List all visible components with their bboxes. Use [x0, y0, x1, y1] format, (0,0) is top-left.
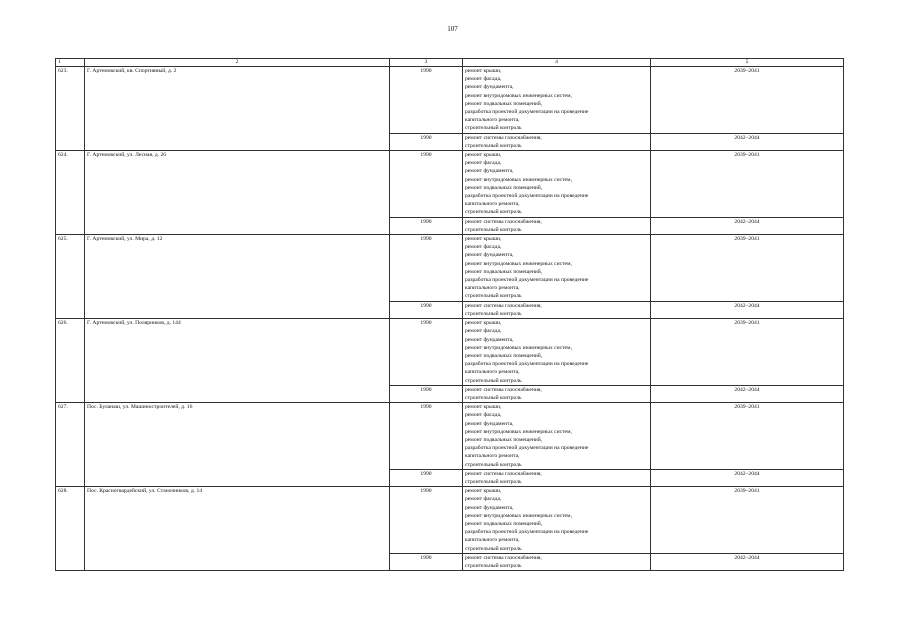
work-line: строительный контроль: [465, 293, 522, 300]
table-row: [56, 67, 844, 134]
work-line: ремонт подвальных помещений,: [465, 436, 543, 443]
table-row: [56, 403, 844, 470]
work-line: ремонт фасада,: [465, 412, 502, 419]
period-cell: 2042–2044: [651, 385, 844, 402]
works-cell: [463, 133, 651, 150]
address-cell: Пос. Красногвардейский, ул. Станочников, д. 14: [85, 487, 390, 571]
work-line: ремонт внутридомовых инженерных систем,: [465, 92, 572, 99]
address-cell: Г. Артемовский, ул. Мира, д. 12: [85, 235, 390, 319]
work-line: ремонт фасада,: [465, 76, 502, 83]
page-number: 107: [447, 25, 458, 33]
work-line: ремонт системы газоснабжения,: [465, 218, 542, 225]
work-line: ремонт подвальных помещений,: [465, 520, 543, 527]
work-line: ремонт системы газоснабжения,: [465, 134, 542, 141]
row-number: 627.: [56, 403, 85, 487]
address-cell: Пос. Буланаш, ул. Машиностроителей, д. 16: [85, 403, 390, 487]
work-line: ремонт внутридомовых инженерных систем,: [465, 428, 572, 435]
works-cell: [463, 553, 651, 570]
work-line: ремонт внутридомовых инженерных систем,: [465, 344, 572, 351]
year-cell: 1990: [390, 487, 463, 554]
period-cell: 2042–2044: [651, 133, 844, 150]
work-line: ремонт крыши,: [465, 68, 502, 74]
work-line: ремонт фундамента,: [465, 84, 514, 91]
works-cell: [463, 319, 651, 386]
work-line: разработка проектной документации на проведение: [465, 529, 589, 536]
table-row: [56, 235, 844, 302]
year-cell: 1990: [390, 319, 463, 386]
period-cell: 2039–2041: [651, 67, 844, 134]
year-cell: 1990: [390, 67, 463, 134]
year-cell: 1990: [390, 151, 463, 218]
period-cell: 2039–2041: [651, 235, 844, 302]
column-header: 4: [463, 59, 651, 67]
column-number-row: [56, 59, 844, 67]
work-line: строительный контроль: [465, 125, 522, 132]
column-header: 3: [390, 59, 463, 67]
work-line: капитального ремонта,: [465, 117, 520, 124]
work-line: ремонт фасада,: [465, 328, 502, 335]
work-line: ремонт фундамента,: [465, 420, 514, 427]
column-header: 2: [85, 59, 390, 67]
work-line: строительный контроль: [465, 394, 522, 401]
work-line: ремонт крыши,: [465, 488, 502, 495]
year-cell: 1990: [390, 133, 463, 150]
work-line: строительный контроль: [465, 310, 522, 317]
work-line: ремонт внутридомовых инженерных систем,: [465, 512, 572, 519]
table-row: [56, 151, 844, 218]
period-cell: 2042–2044: [651, 553, 844, 570]
row-number: 626.: [56, 319, 85, 403]
work-line: капитального ремонта,: [465, 201, 520, 208]
period-cell: 2039–2041: [651, 487, 844, 554]
work-line: строительный контроль: [465, 545, 522, 552]
address-cell: Г. Артемовский, ул. Полярников, д. 144: [85, 319, 390, 403]
work-line: ремонт крыши,: [465, 404, 502, 411]
work-line: ремонт системы газоснабжения,: [465, 554, 542, 561]
work-line: ремонт фундамента,: [465, 336, 514, 343]
works-cell: [463, 151, 651, 218]
work-line: ремонт фасада,: [465, 496, 502, 503]
period-cell: 2039–2041: [651, 403, 844, 470]
period-cell: 2042–2044: [651, 301, 844, 318]
address-cell: Г. Артемовский, ул. Лесная, д. 26: [85, 151, 390, 235]
works-cell: [463, 403, 651, 470]
works-cell: [463, 235, 651, 302]
work-line: строительный контроль: [465, 142, 522, 149]
works-cell: [463, 487, 651, 554]
work-line: ремонт фундамента,: [465, 252, 514, 259]
work-line: ремонт системы газоснабжения,: [465, 302, 542, 309]
year-cell: 1990: [390, 217, 463, 234]
work-line: ремонт крыши,: [465, 236, 502, 243]
work-line: ремонт внутридомовых инженерных систем,: [465, 260, 572, 267]
work-line: ремонт крыши,: [465, 152, 502, 159]
work-line: строительный контроль: [465, 209, 522, 216]
table-body: [56, 67, 844, 571]
work-line: строительный контроль: [465, 478, 522, 485]
works-cell: [463, 301, 651, 318]
work-line: капитального ремонта,: [465, 285, 520, 292]
work-line: ремонт подвальных помещений,: [465, 352, 543, 359]
work-line: ремонт фундамента,: [465, 504, 514, 511]
work-line: строительный контроль: [465, 226, 522, 233]
work-line: ремонт подвальных помещений,: [465, 184, 543, 191]
year-cell: 1990: [390, 301, 463, 318]
works-cell: [463, 67, 651, 134]
work-line: ремонт внутридомовых инженерных систем,: [465, 176, 572, 183]
repair-schedule-table: [55, 58, 844, 571]
work-line: ремонт подвальных помещений,: [465, 100, 543, 107]
work-line: ремонт фасада,: [465, 160, 502, 167]
column-header: 5: [651, 59, 844, 67]
work-line: строительный контроль: [465, 562, 522, 569]
table-row: [56, 487, 844, 554]
year-cell: 1990: [390, 553, 463, 570]
work-line: строительный контроль: [465, 461, 522, 468]
work-line: разработка проектной документации на проведение: [465, 361, 589, 368]
row-number: 628.: [56, 487, 85, 571]
year-cell: 1990: [390, 385, 463, 402]
row-number: 625.: [56, 235, 85, 319]
work-line: капитального ремонта,: [465, 453, 520, 460]
row-number: 624.: [56, 151, 85, 235]
work-line: ремонт системы газоснабжения,: [465, 470, 542, 477]
period-cell: 2042–2044: [651, 217, 844, 234]
work-line: разработка проектной документации на проведение: [465, 193, 589, 200]
work-line: ремонт подвальных помещений,: [465, 268, 543, 275]
row-number: 623.: [56, 67, 85, 151]
column-header: 1: [56, 59, 85, 67]
table-row: [56, 319, 844, 386]
address-cell: Г. Артемовский, кв. Спортивный, д. 2: [85, 67, 390, 151]
work-line: ремонт фундамента,: [465, 168, 514, 175]
work-line: строительный контроль: [465, 377, 522, 384]
work-line: ремонт системы газоснабжения,: [465, 386, 542, 393]
year-cell: 1990: [390, 235, 463, 302]
work-line: ремонт крыши,: [465, 320, 502, 327]
period-cell: 2039–2041: [651, 151, 844, 218]
period-cell: 2042–2044: [651, 469, 844, 486]
year-cell: 1990: [390, 403, 463, 470]
work-line: ремонт фасада,: [465, 244, 502, 251]
work-line: капитального ремонта,: [465, 369, 520, 376]
works-cell: [463, 217, 651, 234]
work-line: разработка проектной документации на проведение: [465, 445, 589, 452]
work-line: разработка проектной документации на проведение: [465, 109, 589, 116]
period-cell: 2039–2041: [651, 319, 844, 386]
works-cell: [463, 385, 651, 402]
work-line: капитального ремонта,: [465, 537, 520, 544]
year-cell: 1990: [390, 469, 463, 486]
work-line: разработка проектной документации на проведение: [465, 277, 589, 284]
works-cell: [463, 469, 651, 486]
